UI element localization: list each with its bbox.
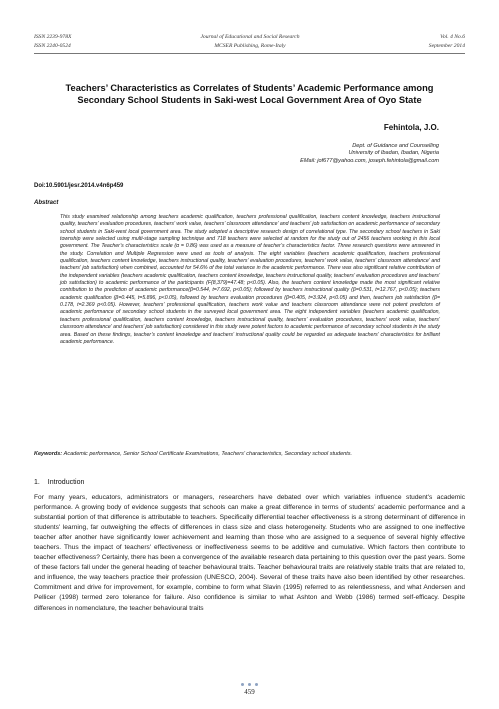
section-heading [34,479,84,486]
keywords-label: Keywords: [34,451,63,457]
affiliation-university: University of Ibadan, Ibadan, Nigeria [348,150,439,157]
header-divider [34,53,465,54]
section-number: 1. [34,479,40,486]
article-title: Teachers’ Characteristics as Correlates of Students’ Academic Performance among Secondary School Students in Saki-west Local Government Area of Oyo State [65,83,434,105]
publisher-name: MCSER Publishing, Rome-Italy [214,42,286,49]
article-author: Fehintola, J.O. [383,123,439,132]
header-journal [150,33,350,50]
ornament-dot [241,683,244,686]
abstract-heading: Abstract [34,200,59,206]
ornament-dot [248,683,251,686]
ornament-dot [255,683,258,686]
introduction-text: For many years, educators, administrators or managers, researchers have debated over which variables influence student's academic performance. A growing body of evidence suggests that schools can make a great difference in terms of students’ academic performance and a substantial portion of that difference is attributable to teachers. Specifically differential teacher effectiveness is a strong determinant of difference in students' learning, far outweighing the effects of differences in class size and class heterogeneity. Students who are assigned to one ineffective teacher after another have significantly lower achievement and learning than those who are assigned to a sequence of several highly effective teachers. Thus the impact of teachers' effectiveness or ineffectiveness seems to be additive and cumulative. Which factors then contribute to teacher effectiveness? Certainly, there has been a convergence of the available research data pertaining to this question over the past years. Some of these factors fall under the general heading of teacher behavioural traits. Teacher behavioural traits are relatively stable traits that are related to, and influence, the way teachers practice their profession (UNESCO, 2004). Several of these traits have also been identified by other researches. Commitment and drive for improvement, for example, combine to form what Slavin (1995) referred to as relentlessness, and what Andersen and Pellicer (1998) termed zero tolerance for failure. Also confidence is similar to what Ashton and Webb (1986) termed self-efficacy. Despite differences in nomenclature, the teacher behavioural traits [34,494,465,612]
issn-print: ISSN 2239-978X [34,34,72,40]
section-title: Introduction [47,479,85,486]
volume-number: Vol. 4 No.6 [440,34,465,40]
journal-name: Journal of Educational and Social Research [200,34,300,40]
issue-date: September 2014 [428,42,465,49]
keywords-text: Academic performance, Senior School Certificate Examinations, Teachers’ characteristics, Secondary school students. [63,451,353,457]
article-doi: Doi:10.5901/jesr.2014.v4n6p459 [34,183,124,189]
page-number: 459 [244,688,255,696]
header-issn [34,33,71,50]
page-ornament [0,683,499,686]
affiliation-email: EMail: jof677@yahoo.com, joseph.fehintola@gmail.com [300,157,439,164]
header-volume [429,33,465,50]
author-affiliation [300,143,439,165]
issn-online: ISSN 2240-0524 [34,42,71,49]
abstract-text: This study examined relationship among teachers academic qualification, teachers professional qualification, teachers content knowledge, teachers instructional quality, teachers’ evaluation procedures, teachers’ work value, teachers’ classroom attendance’ and teachers’ job satisfaction on academic performance of secondary school students in Saki-west local government area. The study adopted a descriptive research design of correlational type. The secondary school teachers in Saki township were selected using multi-stage sampling technique and 718 teachers were selected at random for the study out of 2456 teachers working in this local government. The Teacher’s characteristics scale (α = 0.86) was used as a measure of teacher’s characteristics factor. Three research questions were answered in the study. Correlation and Multiple Regression were used as tools of analysis. The eight variables (teachers academic qualification, teachers professional qualification, teachers content knowledge, teachers instructional quality, teachers’ evaluation procedures, teachers’ work value, teachers’ classroom attendance’ and teachers’ job satisfaction) when combined, accounted for 54.6% of the total variance in the academic performance. There was also significant relative contribution of the independent variables (teachers academic qualification, teachers content knowledge, teachers instructional quality, teachers’ evaluation procedures and teachers’ job satisfaction) to academic performance of the participants (F(8,379)=47.48; p<0.05). Also, the teachers content knowledge made the most significant relative contribution to the prediction of academic performance(β=0.544, t=7.692, p<0.05); followed by teachers instructional quality (β=0.531, t=12.767, p<0.05); teachers academic qualification (β=0.445, t=5.896, p<0.05), followed by teachers evaluation procedures (β=0.405, t=3.924, p<0.05) and then, teachers job satisfaction (β= 0.178, t=2.369 p<0.05). However, teachers’ professional qualification, teachers work value and teachers classroom attendance were not potent predictors of academic performance of secondary school students in the surveyed local government area. The eight independent variables (teachers academic qualification, teachers professional qualification, teachers content knowledge, teachers instructional quality, teachers’ evaluation procedures, teachers’ work value, teachers’ classroom attendance’ and teachers’ job satisfaction) considered in this study were potent factors to academic performance of secondary school students in the study area. Based on these findings, teacher’s content knowledge and teachers’ instructional quality could be regarded as adequate teachers’ characteristics for brilliant academic performance. [60,214,440,345]
keywords [34,451,465,458]
affiliation-dept: Dept. of Guidance and Counselling [352,143,439,149]
